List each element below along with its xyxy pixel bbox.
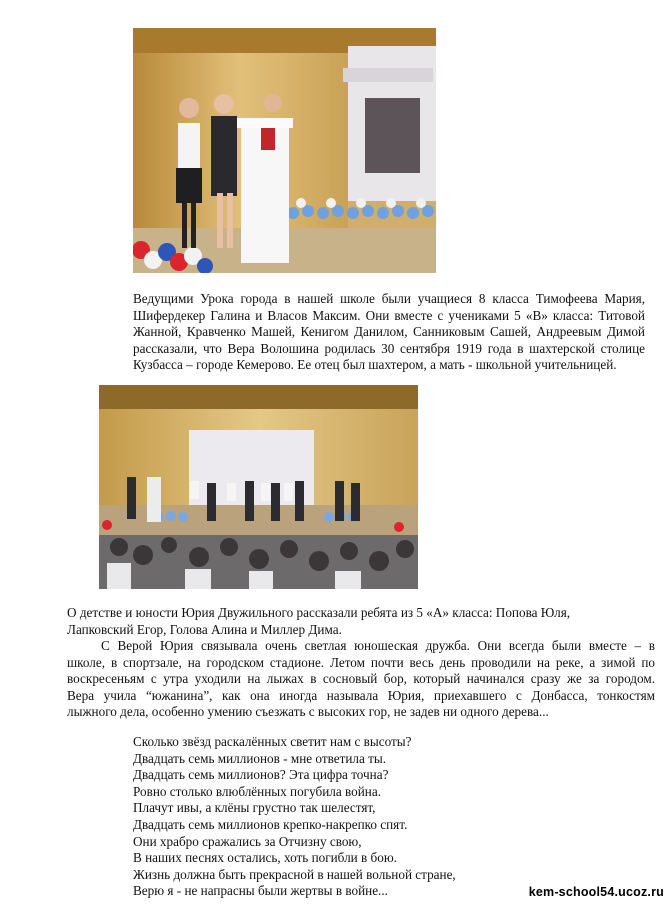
- text-line: Ведущими Урока города в нашей школе были учащиеся 8 класса Тимофеева Мария,: [133, 291, 645, 306]
- poem-line: Жизнь должна быть прекрасной в нашей вольной стране,: [133, 866, 456, 882]
- poem-line: Двадцать семь миллионов - мне ответила ты.: [133, 750, 387, 766]
- paragraph-yuri-childhood: [67, 605, 657, 638]
- site-watermark: kem-school54.ucoz.ru: [528, 885, 664, 899]
- text-line: С Верой Юрия связывала очень светлая юношеская дружба. Они всегда были вместе – в: [101, 638, 655, 653]
- text-line: Жанной, Кравченко Машей, Кенигом Данилом, Санниковым Сашей, Андреевым Димой: [133, 324, 645, 340]
- text-line: Лапковский Егор, Голова Алина и Миллер Дима.: [67, 621, 342, 637]
- text-line: Шифердекер Галина и Власов Максим. Они вместе с учениками 5 «В» класса: Титовой: [133, 307, 645, 323]
- poem-line: В наших песнях остались, хоть погибли в бою.: [133, 850, 397, 866]
- paragraph-presenters: [99, 291, 645, 374]
- poem-line: Они храбро сражались за Отчизну свою,: [133, 833, 362, 849]
- poem-line: Двадцать семь миллионов? Эта цифра точна?: [133, 767, 389, 783]
- text-line: школе, в спортзале, на городском стадионе. Летом почти весь день проводили на реке, а зимой по: [67, 654, 655, 670]
- text-line: воскресеньям с утра уходили на лыжах в сосновый бор, который начинался сразу же за городом.: [67, 671, 655, 687]
- poem-line: Двадцать семь миллионов крепко-накрепко спят.: [133, 816, 408, 832]
- stage-presenters-photo: [133, 28, 436, 273]
- text-line: Вера учила “южанина”, как она иногда называла Юрия, приехавшего с Донбасса, тонкостям: [67, 687, 655, 703]
- poem: [133, 734, 553, 900]
- poem-line: Ровно столько влюблённых погубила война.: [133, 783, 381, 799]
- text-line: рассказали, что Вера Волошина родилась 30 сентября 1919 года в шахтерской столице: [133, 340, 645, 356]
- poem-line: Верю я - не напрасны были жертвы в войне...: [133, 883, 388, 899]
- paragraph-friendship: [67, 638, 655, 721]
- poem-line: Сколько звёзд раскалённых светит нам с высоты?: [133, 734, 412, 749]
- text-line: Кузбасса – городе Кемерово. Ее отец был шахтером, а мать - школьной учительницей.: [133, 357, 617, 373]
- poem-line: Плачут ивы, а клёны грустно так шелестят,: [133, 800, 376, 816]
- text-line: лыжного дела, особенно умению съезжать с высоких гор, не задев ни одного дерева...: [67, 704, 549, 720]
- auditorium-performance-photo: [99, 385, 418, 589]
- text-line: О детстве и юности Юрия Двужильного рассказали ребята из 5 «А» класса: Попова Юля,: [67, 605, 571, 620]
